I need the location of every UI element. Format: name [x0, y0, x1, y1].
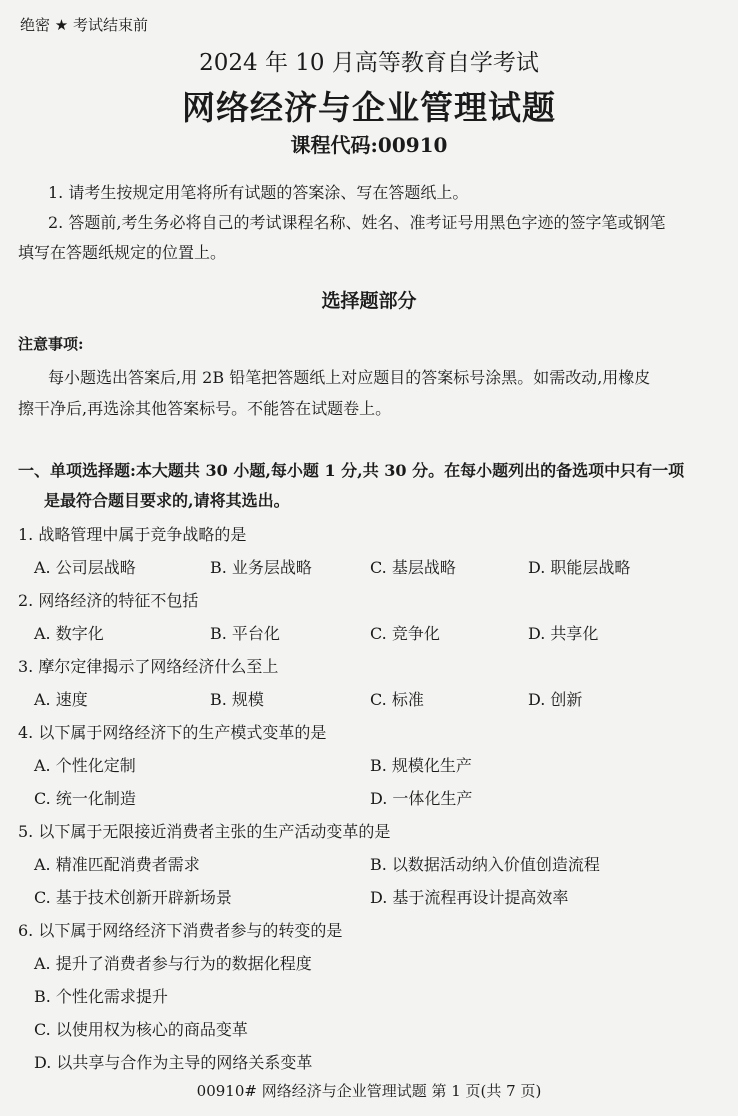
question-stem: 5. 以下属于无限接近消费者主张的生产活动变革的是 — [18, 822, 391, 841]
option-b: B. 规模 — [210, 690, 264, 709]
option-a: A. 公司层战略 — [34, 558, 136, 577]
confidential-label: 绝密 ★ 考试结束前 — [20, 16, 148, 34]
option-c: C. 基层战略 — [370, 558, 456, 577]
option-c: C. 以使用权为核心的商品变革 — [34, 1020, 248, 1039]
question-stem: 4. 以下属于网络经济下的生产模式变革的是 — [18, 723, 327, 742]
part1-instruction-cont: 是最符合题目要求的,请将其选出。 — [44, 491, 290, 510]
option-a: A. 精准匹配消费者需求 — [34, 855, 200, 874]
option-c: C. 竞争化 — [370, 624, 440, 643]
option-d: D. 一体化生产 — [370, 789, 473, 808]
option-a: A. 数字化 — [34, 624, 104, 643]
option-a: A. 个性化定制 — [34, 756, 136, 775]
instruction-2: 2. 答题前,考生务必将自己的考试课程名称、姓名、准考证号用黑色字迹的签字笔或钢笔 — [48, 213, 666, 232]
page-footer: 00910# 网络经济与企业管理试题 第 1 页(共 7 页) — [196, 1082, 542, 1100]
option-d: D. 以共享与合作为主导的网络关系变革 — [34, 1053, 313, 1072]
option-a: A. 速度 — [34, 690, 88, 709]
exam-title: 2024 年 10 月高等教育自学考试 — [199, 50, 539, 76]
option-d: D. 职能层战略 — [528, 558, 631, 577]
option-d: D. 创新 — [528, 690, 583, 709]
part1-instruction: 一、单项选择题:本大题共 30 小题,每小题 1 分,共 30 分。在每小题列出的备选项中只有一项 — [18, 461, 685, 480]
question-stem: 6. 以下属于网络经济下消费者参与的转变的是 — [18, 921, 343, 940]
option-a: A. 提升了消费者参与行为的数据化程度 — [34, 954, 312, 973]
section-title: 选择题部分 — [321, 290, 417, 312]
option-b: B. 规模化生产 — [370, 756, 472, 775]
option-d: D. 基于流程再设计提高效率 — [370, 888, 569, 907]
question-stem: 2. 网络经济的特征不包括 — [18, 591, 199, 610]
notice-line-2: 擦干净后,再选涂其他答案标号。不能答在试题卷上。 — [18, 399, 392, 418]
question-stem: 3. 摩尔定律揭示了网络经济什么至上 — [18, 657, 279, 676]
course-code: 课程代码:00910 — [290, 133, 448, 157]
notice-line-1: 每小题选出答案后,用 2B 铅笔把答题纸上对应题目的答案标号涂黑。如需改动,用橡皮 — [48, 368, 651, 387]
option-d: D. 共享化 — [528, 624, 599, 643]
option-c: C. 统一化制造 — [34, 789, 136, 808]
option-b: B. 个性化需求提升 — [34, 987, 168, 1006]
option-c: C. 标准 — [370, 690, 424, 709]
paper-title: 网络经济与企业管理试题 — [182, 88, 556, 127]
instruction-2-cont: 填写在答题纸规定的位置上。 — [18, 243, 227, 262]
option-b: B. 平台化 — [210, 624, 280, 643]
option-b: B. 以数据活动纳入价值创造流程 — [370, 855, 600, 874]
option-c: C. 基于技术创新开辟新场景 — [34, 888, 232, 907]
instruction-1: 1. 请考生按规定用笔将所有试题的答案涂、写在答题纸上。 — [48, 183, 469, 202]
notice-heading: 注意事项: — [18, 335, 84, 353]
question-stem: 1. 战略管理中属于竞争战略的是 — [18, 525, 247, 544]
option-b: B. 业务层战略 — [210, 558, 312, 577]
